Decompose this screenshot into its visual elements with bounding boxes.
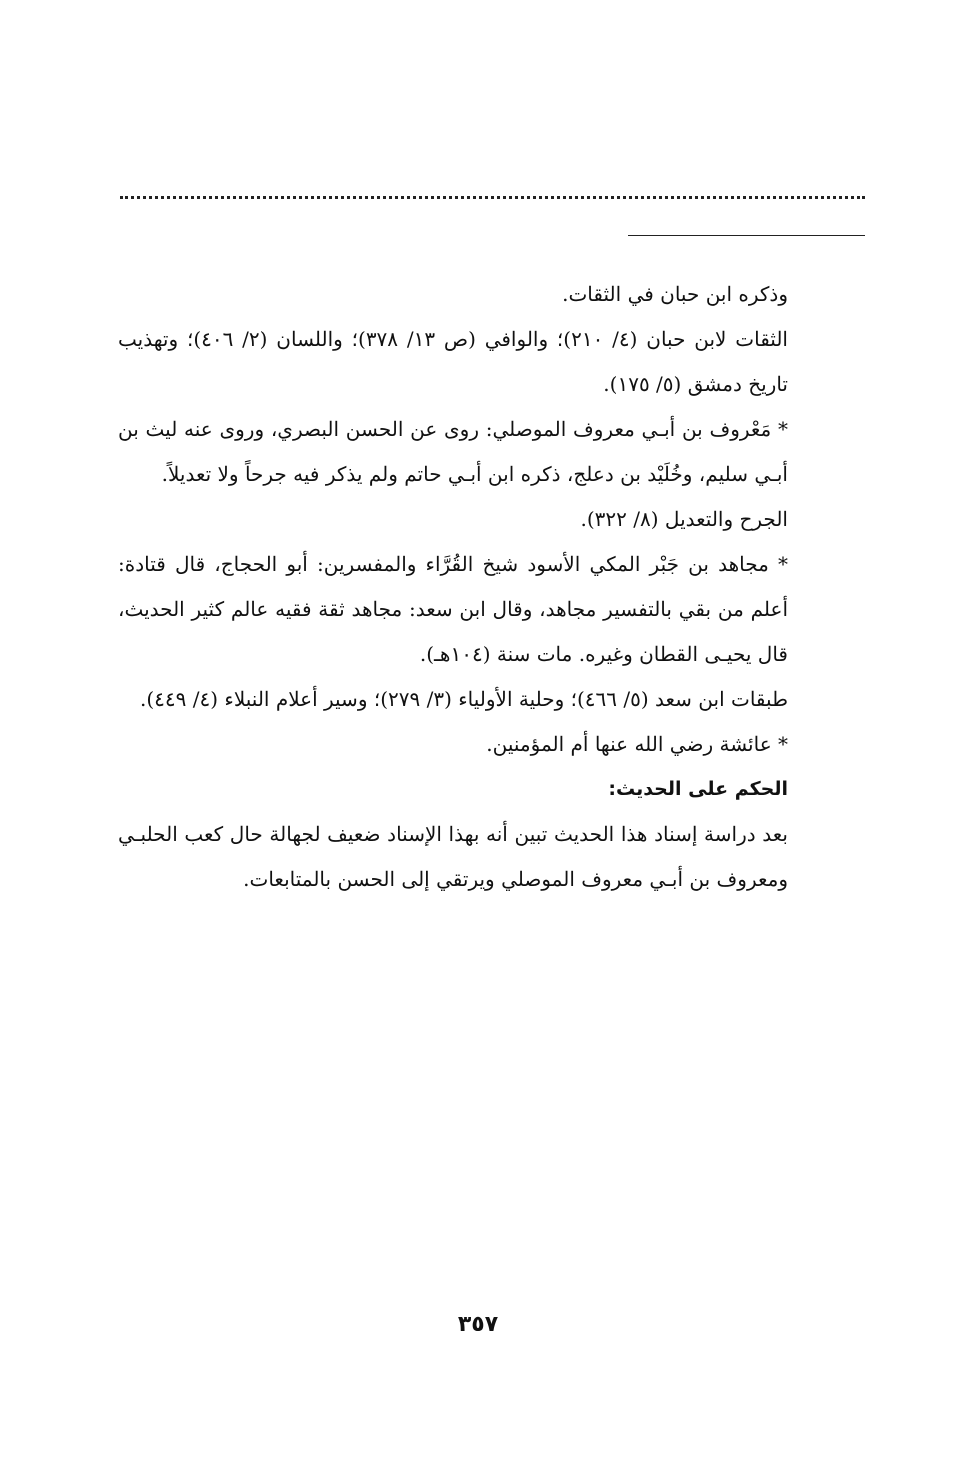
- footnote-dotted-separator: [120, 196, 865, 199]
- footnote-rule: [628, 235, 865, 236]
- page-number: ٣٥٧: [457, 1312, 499, 1337]
- ruling-heading: الحكم على الحديث:: [608, 778, 788, 800]
- footnotes-text-block: [118, 272, 788, 902]
- footnote-paragraph: وذكره ابن حبان في الثقات.: [562, 282, 788, 306]
- narrator-entry-maruf: * مَعْروف بن أبـي معروف الموصلي: روى عن الحسن البصري، وروى عنه ليث بن أبـي سليم، وخُلَيْد بن دعلج، ذكره ابن أبـي حاتم ولم يذكر فيه جرحاً ولا تعديلاً.: [118, 417, 788, 486]
- footnote-paragraph: الجرح والتعديل (٨/ ٣٢٢).: [580, 507, 788, 531]
- footnote-paragraph: طبقات ابن سعد (٥/ ٤٦٦)؛ وحلية الأولياء (٣/ ٢٧٩)؛ وسير أعلام النبلاء (٤/ ٤٤٩).: [139, 687, 788, 711]
- narrator-entry-mujahid: * مجاهد بن جَبْر المكي الأسود شيخ القُرَّاء والمفسرين: أبو الحجاج، قال قتادة: أعلم من بقي بالتفسير مجاهد، وقال ابن سعد: مجاهد ثقة فقيه عالم كثير الحديث، قال يحيـى القطان وغيره. مات سنة (١٠٤هـ).: [118, 552, 789, 666]
- ruling-paragraph: بعد دراسة إسناد هذا الحديث تبين أنه بهذا الإسناد ضعيف لجهالة حال كعب الحلبـي ومعروف بن أبـي معروف الموصلي ويرتقي إلى الحسن بالمتابعات.: [118, 822, 788, 891]
- footnote-paragraph: الثقات لابن حبان (٤/ ٢١٠)؛ والوافي (ص ١٣/ ٣٧٨)؛ واللسان (٢/ ٤٠٦)؛ وتهذيب تاريخ دمشق (٥/ ١٧٥).: [118, 327, 788, 396]
- narrator-entry-aisha: * عائشة رضي الله عنها أم المؤمنين.: [486, 732, 788, 756]
